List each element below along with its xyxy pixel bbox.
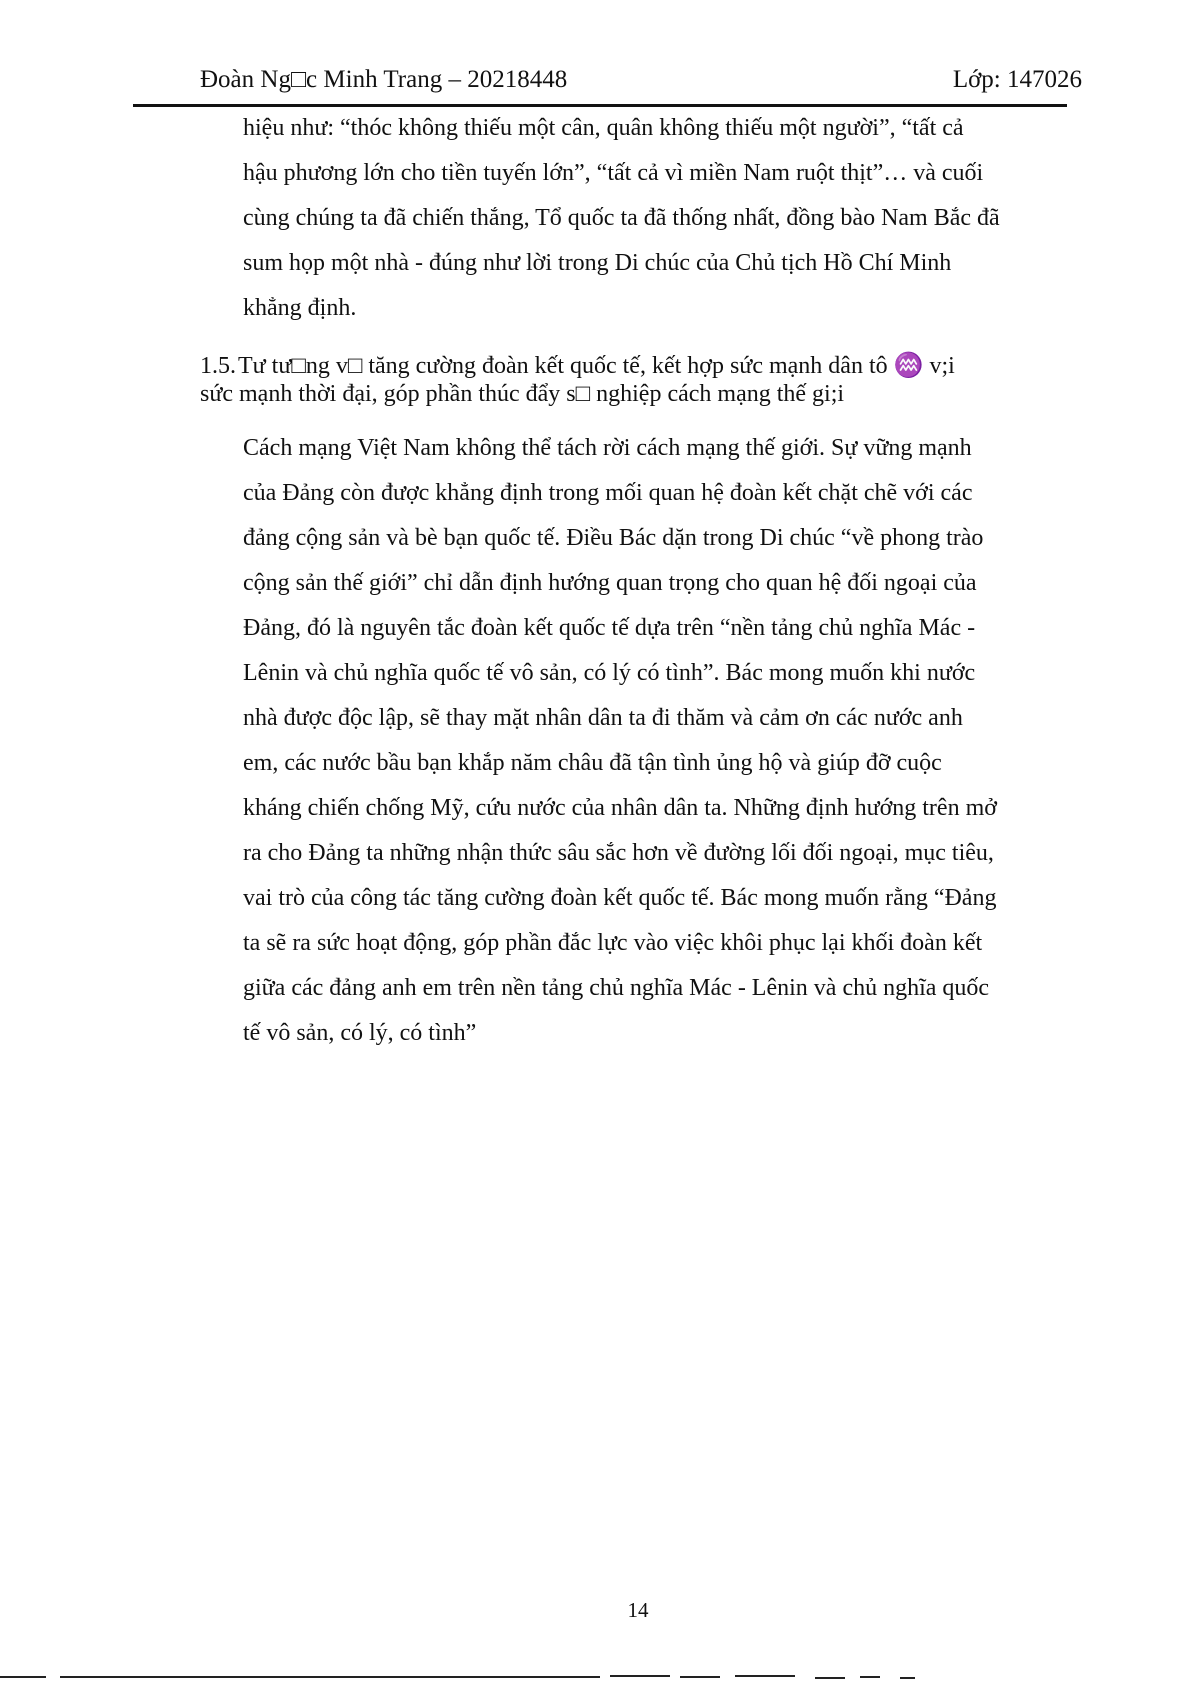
section-heading	[200, 352, 1080, 408]
page-number: 14	[627, 1598, 649, 1622]
text-line: hậu phương lớn cho tiền tuyến lớn”, “tất cả vì miền Nam ruột thịt”… và cuối	[243, 160, 984, 186]
text-line: ra cho Đảng ta những nhận thức sâu sắc hơn về đường lối đối ngoại, mục tiêu,	[243, 840, 994, 866]
text-line: cộng sản thế giới” chỉ dẫn định hướng quan trọng cho quan hệ đối ngoại của	[243, 570, 977, 596]
text-line: Đảng, đó là nguyên tắc đoàn kết quốc tế dựa trên “nền tảng chủ nghĩa Mác -	[243, 615, 976, 641]
paragraph-body	[243, 426, 1081, 1056]
heading-line-2: sức mạnh thời đại, góp phần thúc đẩy s□ nghiệp cách mạng thế gi;i	[200, 381, 845, 407]
text-line: của Đảng còn được khẳng định trong mối quan hệ đoàn kết chặt chẽ với các	[243, 480, 973, 506]
text-line: vai trò của công tác tăng cường đoàn kết quốc tế. Bác mong muốn rằng “Đảng	[243, 885, 997, 911]
text-line: nhà được độc lập, sẽ thay mặt nhân dân ta đi thăm và cảm ơn các nước anh	[243, 705, 963, 731]
text-line: sum họp một nhà - đúng như lời trong Di chúc của Chủ tịch Hồ Chí Minh	[243, 250, 952, 276]
text-line: tế vô sản, có lý, có tình”	[243, 1020, 477, 1046]
paragraph-continuation	[243, 106, 1081, 331]
text-line: khẳng định.	[243, 295, 357, 321]
heading-line-1	[200, 352, 1080, 380]
text-line: giữa các đảng anh em trên nền tảng chủ nghĩa Mác - Lênin và chủ nghĩa quốc	[243, 975, 990, 1001]
scan-edge-marks	[0, 1674, 1191, 1680]
text-line: hiệu như: “thóc không thiếu một cân, quân không thiếu một người”, “tất cả	[243, 115, 964, 141]
text-line: ta sẽ ra sức hoạt động, góp phần đắc lực vào việc khôi phục lại khối đoàn kết	[243, 930, 983, 956]
header-class: Lớp: 147026	[952, 66, 1082, 93]
text-line: Cách mạng Việt Nam không thể tách rời cách mạng thế giới. Sự vững mạnh	[243, 435, 972, 461]
header-author: Đoàn Ng□c Minh Trang – 20218448	[200, 66, 568, 93]
text-line: cùng chúng ta đã chiến thắng, Tổ quốc ta đã thống nhất, đồng bào Nam Bắc đã	[243, 205, 1000, 231]
text-line: em, các nước bầu bạn khắp năm châu đã tận tình ủng hộ và giúp đỡ cuộc	[243, 750, 942, 776]
section-number: 1.5.	[200, 353, 236, 379]
heading-text: Tư tư□ng v□ tăng cường đoàn kết quốc tế, kết hợp sức mạnh dân tô ♒ v;i	[238, 353, 955, 379]
text-line: Lênin và chủ nghĩa quốc tế vô sản, có lý có tình”. Bác mong muốn khi nước	[243, 660, 976, 686]
text-line: đảng cộng sản và bè bạn quốc tế. Điều Bác dặn trong Di chúc “về phong trào	[243, 525, 984, 551]
page-header	[200, 66, 1082, 102]
text-line: kháng chiến chống Mỹ, cứu nước của nhân dân ta. Những định hướng trên mở	[243, 795, 997, 821]
